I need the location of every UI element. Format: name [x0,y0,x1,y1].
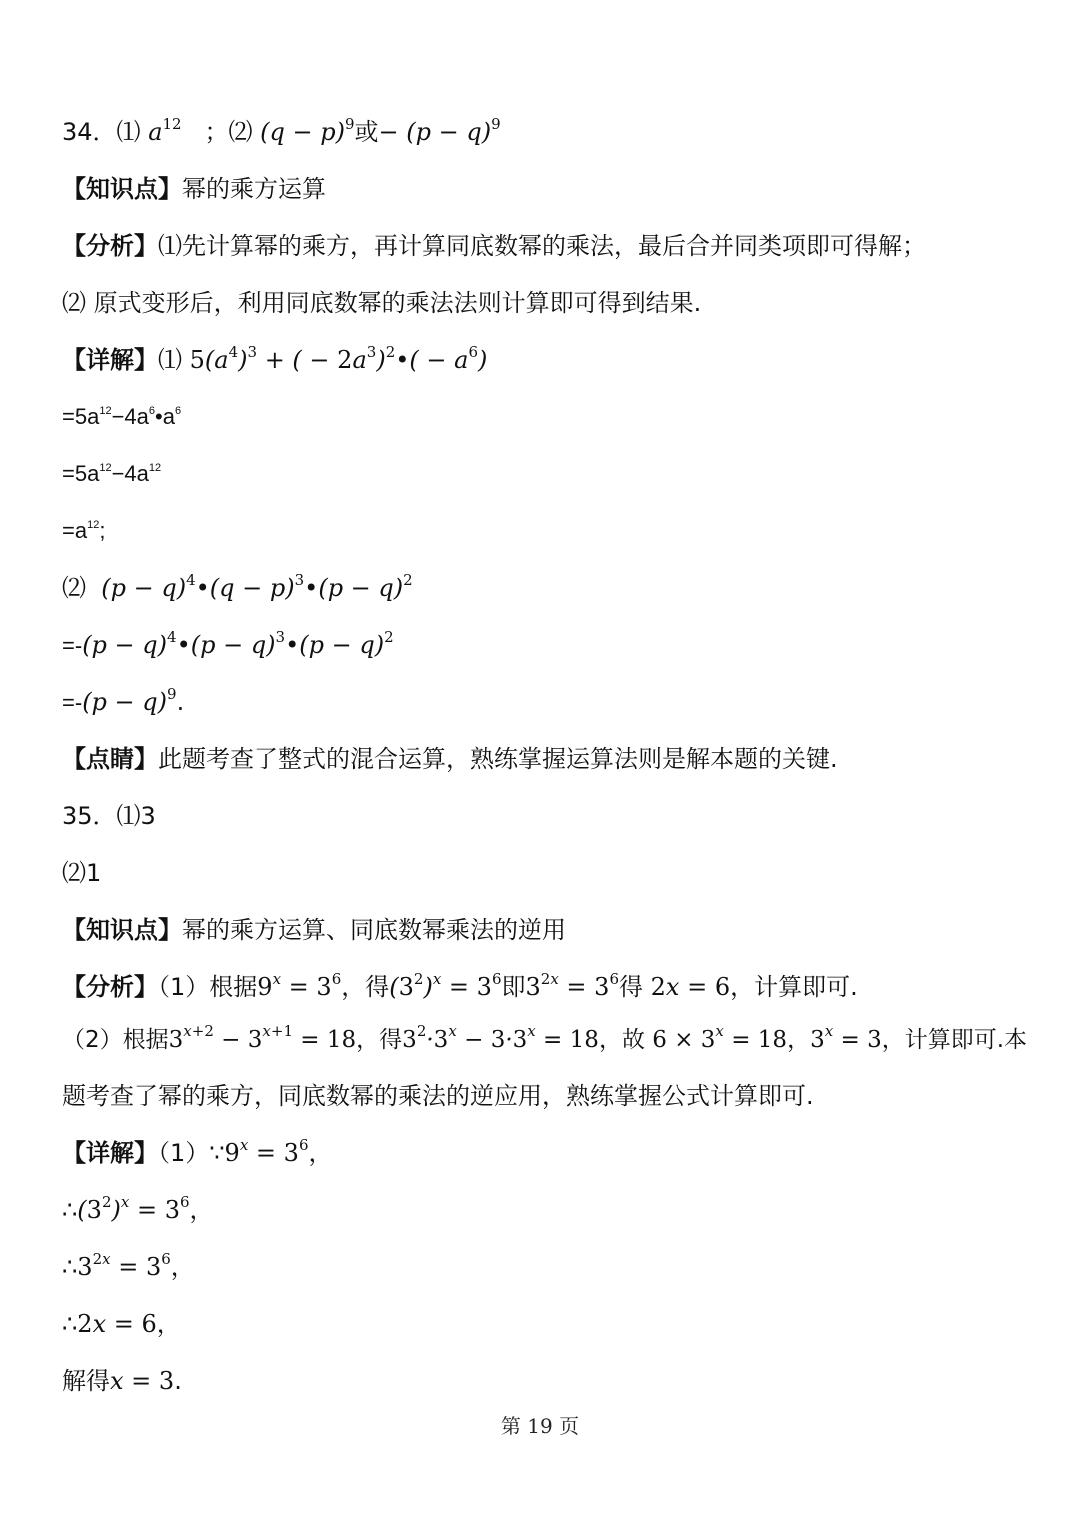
q34-answer-label: 34．⑴ [62,118,141,146]
q34-answer-sep: ；⑵ [204,118,253,146]
q34-step-3: $=a^{12}$; [62,518,106,543]
q35-analysis-2: （2）根据$3^{x+2} - 3^{x+1} = 18$，得$3^2\cdot 3^x - 3\cdot 3^x = 18$，故 $6 \times 3^x = 18$，$3^x = 3$，计算即可.本 [62,1022,1028,1053]
q35-knowledge-point: 【知识点】幂的乘方运算、同底数幂乘法的逆用 [62,916,566,944]
q35-step-4: 解得x = 3. [62,1367,182,1395]
q35-step-2: $\therefore 3^{2x} = 3^6$， [62,1250,195,1281]
q35-step-1: $\therefore(3^2)^x = 3^6$， [62,1193,214,1224]
q34-analysis-2: ⑵ 原式变形后，利用同底数幂的乘法法则计算即可得到结果. [62,289,702,317]
q34-answer-or: 或 [354,118,379,146]
q35-detail: 【详解】$(1)\because 9^x = 3^6$， [62,1136,333,1167]
q35-answer-2: ⑵1 [62,859,102,887]
q34-detail: 【详解】⑴ $5(a^4)^3$ + ( − $2a^3)^2•( - a^6)$ [62,343,488,374]
q34-analysis: 【分析】⑴先计算幂的乘方，再计算同底数幂的乘法，最后合并同类项即可得解； [62,232,926,260]
q34-step-1: $=5a^{12}-4a^6•a^6$ [62,404,182,429]
q34-part2-step-1: $=-(p - q)^4•(p$ − q)$^3$•(p − q)$^2$ [62,628,394,659]
page-number: 第 19 页 [500,1414,580,1438]
q34-part2: ⑵ $(p - q)^4•(q$ − p)$^3$•(p − q)$^2$ [62,571,413,602]
q35-answer-1: 35．⑴3 [62,802,156,830]
q35-analysis-1: 【分析】（1）根据$9^x = 3^6$，得$(3^2)^x = 3^6$即$3^{2x} = 3^6$得 2x = 6，计算即可. [62,970,858,1001]
q34-comment: 【点睛】此题考查了整式的混合运算，熟练掌握运算法则是解本题的关键. [62,745,838,773]
q34-step-2: $=5a^{12}-4a^{12}$ [62,461,162,486]
q35-analysis-3: 题考查了幂的乘方，同底数幂的乘法的逆应用，熟练掌握公式计算即可. [62,1082,814,1110]
q34-part2-step-2: $=-(p - q)^9$. [62,685,185,716]
q35-step-3: ∴2x = 6， [62,1310,181,1338]
q34-knowledge-point: 【知识点】幂的乘方运算 [62,175,326,203]
q34-answer: 34．⑴ $a^{12}$ ；⑵ $(q - p)^9$或− $(p - q)^9$ [62,115,501,146]
